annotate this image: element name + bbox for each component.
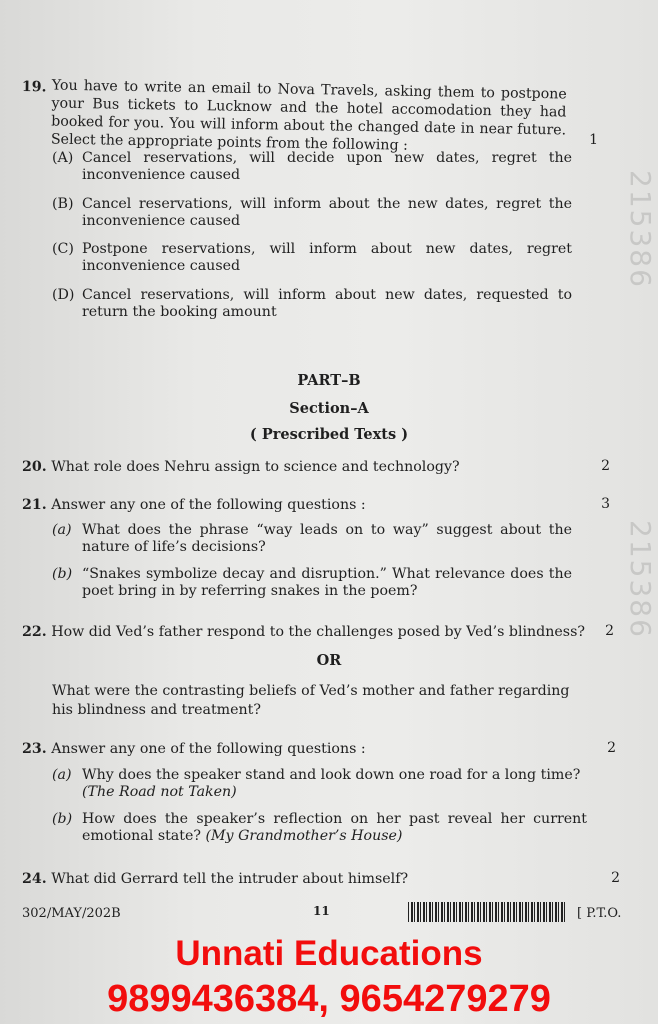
marks: 2 (605, 623, 614, 639)
option-label: (A) (52, 150, 74, 166)
option-a (52, 522, 572, 556)
page-number: 11 (313, 904, 330, 918)
question-19 (21, 76, 567, 158)
question-text: What role does Nehru assign to science and technology? (51, 459, 460, 475)
overlay-brand-name: Unnati Educations (175, 934, 483, 973)
option-text: Postpone reservations, will inform about new dates, regret inconvenience caused (82, 241, 572, 274)
poem-reference: (My Grandmother’s House) (205, 828, 403, 844)
option-label: (D) (52, 287, 75, 303)
barcode (408, 902, 566, 922)
question-text: You have to write an email to Nova Travels, asking them to postpone your Bus tickets to Lucknow and the hotel accomodation they had booked for you. You will inform about the changed date in near future. Select the appropriate points from the following : (50, 77, 567, 154)
option-text: What does the phrase “way leads on to way” suggest about the nature of life’s decisions? (82, 522, 572, 555)
question-text: Answer any one of the following questions : (51, 741, 366, 757)
option-a (52, 150, 572, 184)
watermark: 215386 (624, 170, 657, 289)
section-heading: Section–A (289, 400, 369, 417)
question-23 (22, 740, 366, 758)
option-text: Cancel reservations, will inform about the new dates, regret the inconvenience caused (82, 196, 572, 229)
paper-code: 302/MAY/202B (22, 906, 121, 921)
option-b (52, 811, 587, 845)
marks: 3 (601, 496, 610, 512)
part-heading: PART–B (297, 372, 361, 389)
or-divider: OR (316, 652, 342, 669)
question-number: 21. (22, 497, 47, 513)
question-number: 22. (22, 624, 47, 640)
question-number: 24. (22, 871, 47, 887)
question-text: How did Ved’s father respond to the challenges posed by Ved’s blindness? (51, 624, 585, 640)
option-c (52, 241, 572, 275)
poem-reference: (The Road not Taken) (82, 784, 237, 800)
watermark: 215386 (624, 520, 657, 639)
question-text: Answer any one of the following questions : (51, 497, 366, 513)
question-number: 19. (21, 78, 47, 96)
option-text: How does the speaker’s reflection on her past reveal her current emotional state? (82, 811, 587, 844)
marks: 2 (607, 740, 616, 756)
question-number: 20. (22, 459, 47, 475)
question-number: 23. (22, 741, 47, 757)
option-label: (a) (52, 767, 72, 783)
option-text: Why does the speaker stand and look down one road for a long time? (82, 767, 581, 783)
question-21 (22, 496, 366, 514)
question-22 (22, 623, 585, 641)
marks: 1 (589, 132, 598, 148)
option-label: (B) (52, 196, 74, 212)
option-label: (b) (52, 566, 73, 582)
pto-label: [ P.T.O. (577, 906, 622, 921)
marks: 2 (611, 870, 620, 886)
option-a (52, 767, 587, 801)
option-label: (b) (52, 811, 73, 827)
question-24 (22, 870, 408, 888)
question-text: What did Gerrard tell the intruder about himself? (51, 871, 409, 887)
marks: 2 (601, 458, 610, 474)
option-text: “Snakes symbolize decay and disruption.” What relevance does the poet bring in by referring snakes in the poem? (82, 566, 572, 599)
option-text: Cancel reservations, will decide upon new dates, regret the inconvenience caused (82, 150, 572, 183)
option-text: Cancel reservations, will inform about new dates, requested to return the booking amount (82, 287, 572, 320)
option-b (52, 196, 572, 230)
option-b (52, 566, 572, 600)
option-d (52, 287, 572, 321)
overlay-phone-numbers: 9899436384, 9654279279 (107, 978, 551, 1020)
option-label: (C) (52, 241, 74, 257)
option-label: (a) (52, 522, 72, 538)
question-22-alternative: What were the contrasting beliefs of Ved’s mother and father regarding his blindness and treatment? (52, 683, 570, 718)
question-20 (22, 458, 460, 476)
section-subtitle: ( Prescribed Texts ) (249, 426, 409, 443)
